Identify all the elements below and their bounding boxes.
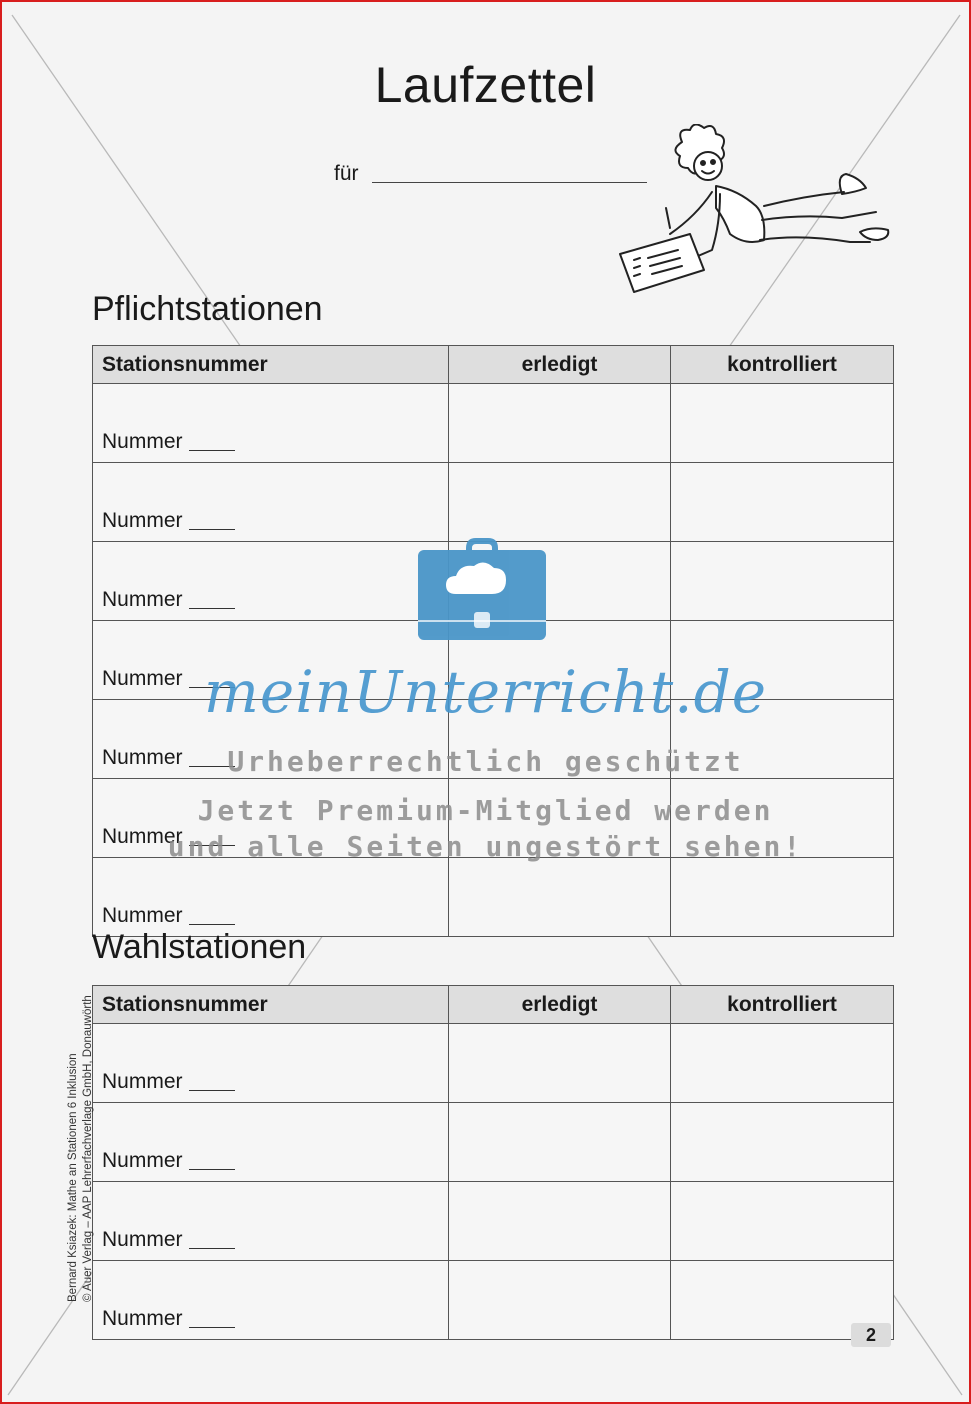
station-number-label: Nummer: [102, 1307, 183, 1330]
station-number-label: Nummer: [102, 1070, 183, 1093]
table-row: [93, 463, 894, 542]
checked-cell: [671, 542, 894, 621]
station-number-cell: [93, 1103, 449, 1182]
station-number-label: Nummer: [102, 667, 183, 690]
column-header-done: erledigt: [449, 986, 671, 1024]
table-row: [93, 1024, 894, 1103]
number-blank: [189, 1089, 235, 1091]
mandatory-stations-heading: Pflichtstationen: [92, 290, 323, 328]
station-number-label: Nummer: [102, 1228, 183, 1251]
copyright-line-author: Bernard Ksiazek: Mathe an Stationen 6 Inklusion: [67, 1053, 79, 1302]
column-header-checked: kontrolliert: [671, 986, 894, 1024]
station-number-label: Nummer: [102, 509, 183, 532]
watermark-brand: meinUnterricht.de: [203, 658, 768, 726]
checked-cell: [671, 384, 894, 463]
station-number-cell: [93, 1261, 449, 1340]
done-cell: [449, 384, 671, 463]
copyright-line-publisher: © Auer Verlag – AAP Lehrerfachverlage GmbH, Donauwörth: [82, 995, 94, 1302]
number-blank: [189, 449, 235, 451]
optional-stations-table: [92, 985, 894, 1340]
station-number-label: Nummer: [102, 746, 183, 769]
number-blank: [189, 1326, 235, 1328]
checked-cell: [671, 1103, 894, 1182]
done-cell: [449, 858, 671, 937]
number-blank: [189, 1247, 235, 1249]
station-number-label: Nummer: [102, 904, 183, 927]
column-header-station: Stationsnummer: [93, 346, 449, 384]
copyright-sidebar: [66, 922, 96, 1302]
column-header-checked: kontrolliert: [671, 346, 894, 384]
table-row: [93, 1103, 894, 1182]
column-header-station: Stationsnummer: [93, 986, 449, 1024]
page-number: 2: [851, 1323, 891, 1347]
station-number-cell: [93, 1024, 449, 1103]
station-number-cell: [93, 1182, 449, 1261]
checked-cell: [671, 858, 894, 937]
done-cell: [449, 1182, 671, 1261]
number-blank: [189, 528, 235, 530]
done-cell: [449, 1024, 671, 1103]
briefcase-cloud-icon: [414, 534, 550, 646]
station-number-label: Nummer: [102, 588, 183, 611]
table-row: [93, 1261, 894, 1340]
station-number-cell: [93, 384, 449, 463]
done-cell: [449, 1103, 671, 1182]
done-cell: [449, 1261, 671, 1340]
station-number-label: Nummer: [102, 825, 183, 848]
watermark-premium-text: Jetzt Premium-Mitglied werden: [197, 794, 774, 827]
optional-stations-heading: Wahlstationen: [92, 928, 307, 966]
station-number-cell: [93, 463, 449, 542]
station-number-label: Nummer: [102, 430, 183, 453]
table-row: [93, 858, 894, 937]
table-header-row: [93, 986, 894, 1024]
name-label: für: [334, 162, 359, 185]
checked-cell: [671, 1182, 894, 1261]
number-blank: [189, 1168, 235, 1170]
table-row: [93, 384, 894, 463]
station-number-label: Nummer: [102, 1149, 183, 1172]
number-blank: [189, 607, 235, 609]
name-blank-line: [372, 182, 647, 183]
station-number-cell: [93, 542, 449, 621]
column-header-done: erledigt: [449, 346, 671, 384]
table-row: [93, 1182, 894, 1261]
watermark-pages-text: und alle Seiten ungestört sehen!: [167, 830, 804, 863]
number-blank: [189, 923, 235, 925]
station-number-cell: [93, 858, 449, 937]
boy-writing-checklist-illustration: [612, 124, 902, 296]
checked-cell: [671, 463, 894, 542]
page-title: Laufzettel: [374, 57, 597, 113]
checked-cell: [671, 1024, 894, 1103]
done-cell: [449, 463, 671, 542]
watermark-copyright-text: Urheberrechtlich geschützt: [227, 745, 744, 778]
table-header-row: [93, 346, 894, 384]
